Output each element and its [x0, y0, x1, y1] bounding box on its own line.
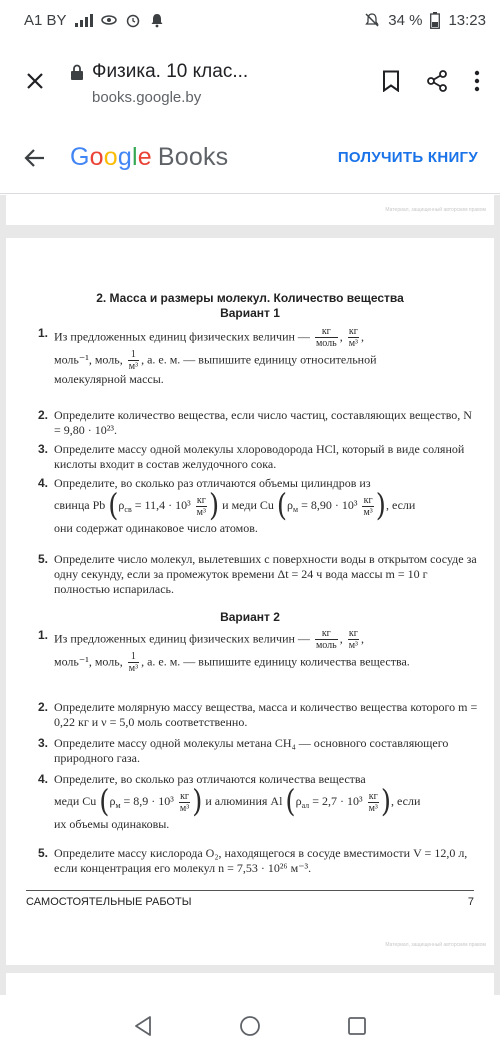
status-bar — [0, 0, 500, 40]
arrow-back-icon — [24, 147, 46, 169]
mute-icon — [364, 12, 380, 28]
task-v1-4: 4. Определите, во сколько раз отличаются объемы цилиндров из свинца Pb ($\rho_{св} = 11,4 \cdot 10^3$ $\frac{кг}{\text{м³}}$ ) и меди Cu ($\rho_м = 8,90 \cdot 10^3$ $\frac{кг}{\text{м³}}$ ), если они содержат одинаковое число атомов. — [38, 476, 416, 535]
task-v1-5: 5. Определите число молекул, вылетевших с поверхности воды в открытом сосуде за одну секунду, если за промежуток времени Δt = 24 ч вода массы m = 10 г полностью испарилась. — [38, 552, 477, 596]
logo-books: Books — [157, 143, 229, 171]
task-v1-1: 1. Из предложенных единиц физических величин — $\frac{кг}{\text{моль}}$ , $\frac{кг}{\text{м³}}$ , моль⁻¹, моль, $\frac{1}{\text{м³}}$ , а. е. м. — выпишите единицу относительной молекулярной массы. — [38, 326, 377, 386]
close-tab-button[interactable] — [0, 40, 70, 122]
task-v1-3: 3. Определите массу одной молекулы хлороводорода HCl, который в виде соляной кислоты входит в состав желудочного сока. — [38, 442, 465, 471]
lock-icon — [70, 64, 84, 80]
bookmark-icon[interactable] — [382, 70, 400, 92]
share-icon[interactable] — [426, 70, 448, 92]
google-books-logo — [70, 143, 338, 172]
battery-icon — [430, 12, 440, 29]
watermark: Материал, защищенный авторским правом — [385, 207, 486, 213]
next-page — [6, 973, 494, 995]
variant-heading: Вариант 1 — [220, 306, 280, 320]
watermark: Материал, защищенный авторским правом — [385, 942, 486, 948]
alarm-icon — [125, 12, 141, 28]
clock: 13:23 — [448, 11, 486, 29]
page-url[interactable]: books.google.by — [92, 88, 202, 106]
section-title: 2. Масса и размеры молекул. Количество вещества — [96, 291, 404, 305]
task-v2-2: 2. Определите молярную массу вещества, масса и количество вещества которого m = 0,22 кг и ν = 5,0 моль соответственно. — [38, 700, 478, 729]
nav-recents-icon[interactable] — [347, 1016, 367, 1036]
signal-icon — [75, 13, 93, 27]
carrier-label: A1 BY — [24, 11, 67, 29]
task-v2-3: 3. Определите массу одной молекулы метана CH₄ — основного составляющего природного газа. — [38, 736, 449, 765]
footer-section-label: САМОСТОЯТЕЛЬНЫЕ РАБОТЫ — [26, 896, 192, 908]
more-menu-icon[interactable] — [474, 70, 480, 92]
notification-bell-icon — [149, 12, 165, 28]
nav-home-icon[interactable] — [239, 1015, 261, 1037]
task-v2-4: 4. Определите, во сколько раз отличаются количества вещества меди Cu ($\rho_м = 8,9 \cdot 10^3$ $\frac{кг}{\text{м³}}$ ) и алюминия Al ($\rho_{ал} = 2,7 \cdot 10^3$ $\frac{кг}{\text{м³}}$ ), если их объемы одинаковы. — [38, 772, 421, 831]
task-v2-1: 1. Из предложенных единиц физических величин — $\frac{кг}{\text{моль}}$ , $\frac{кг}{\text{м³}}$ , моль⁻¹, моль, $\frac{1}{\text{м³}}$ , а. е. м. — выпишите единицу количества вещества. — [38, 628, 410, 674]
current-page — [6, 238, 494, 965]
page-footer — [26, 890, 474, 910]
task-v2-5: 5. Определите массу кислорода O₂, находящегося в сосуде вместимости V = 12,0 л, если концентрация его молекул n = 7,53 · 10²⁶ м⁻³. — [38, 846, 468, 875]
page-number: 7 — [467, 896, 474, 908]
book-reader[interactable] — [0, 195, 500, 995]
eye-icon — [101, 12, 117, 28]
task-v1-2: 2. Определите количество вещества, если число частиц, составляющих вещество, N = 9,80 · 10²³. — [38, 408, 472, 437]
page-title: Физика. 10 клас... — [92, 60, 249, 82]
battery-percent: 34 % — [388, 11, 423, 29]
close-icon — [25, 71, 45, 91]
nav-back-icon[interactable] — [133, 1015, 153, 1037]
previous-page — [6, 195, 494, 225]
back-button[interactable] — [0, 147, 70, 169]
variant-heading: Вариант 2 — [220, 610, 280, 624]
books-header — [0, 122, 500, 194]
browser-toolbar — [0, 40, 500, 122]
get-book-button[interactable]: ПОЛУЧИТЬ КНИГУ — [337, 149, 478, 166]
logo-google: Google — [70, 143, 152, 171]
system-nav-bar — [0, 995, 500, 1056]
